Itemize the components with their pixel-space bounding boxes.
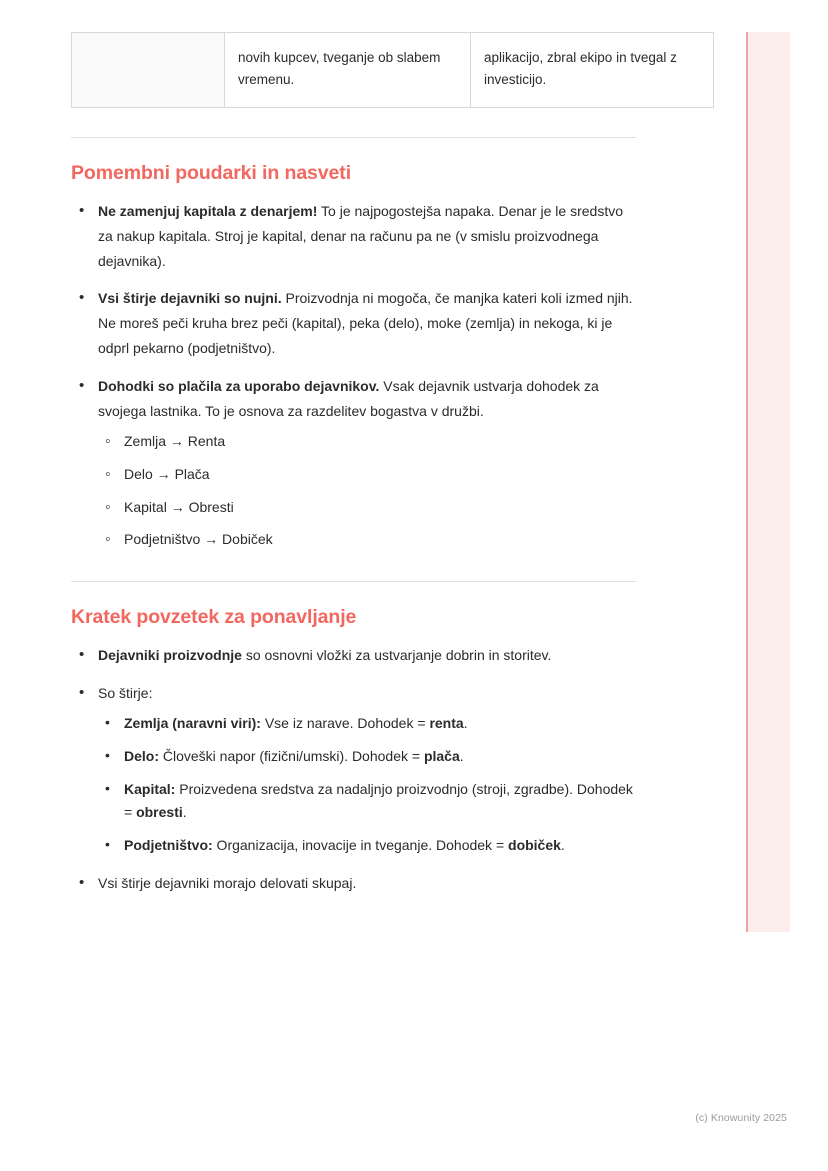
factor-name: Kapital: xyxy=(124,780,176,797)
list-item-bold: Dohodki so plačila za uporabo dejavnikov. xyxy=(98,378,380,395)
list-item xyxy=(71,199,636,274)
factor-desc: Vse iz narave. Dohodek = xyxy=(260,714,430,731)
divider-top xyxy=(71,137,636,138)
divider-middle xyxy=(71,581,636,582)
highlights-list xyxy=(71,199,636,552)
factor-desc: Človeški napor (fizični/umski). Dohodek = xyxy=(159,747,424,764)
income-mapping-list xyxy=(98,430,636,552)
factor-name: Podjetništvo: xyxy=(124,837,213,854)
factor-tail: . xyxy=(459,747,464,764)
list-item-text: To je najpogostejša napaka. Denar je le sredstvo za nakup kapitala. Stroj je kapital, denar na računu pa ne (v smislu proizvodnega dejavnika). xyxy=(98,202,624,269)
factor-tail: . xyxy=(463,714,468,731)
table-cell-empty xyxy=(72,33,225,108)
table-row xyxy=(72,33,714,108)
list-item xyxy=(98,745,636,769)
list-item-text: So štirje: xyxy=(98,685,153,702)
decorative-side-band xyxy=(746,32,790,932)
list-item: ◦ Podjetništvo → Dobiček xyxy=(98,528,636,552)
factor-income: dobiček xyxy=(508,837,561,854)
list-item-bold: Vsi štirje dejavniki so nujni. xyxy=(98,290,282,307)
section-heading-highlights: Pomembni poudarki in nasveti xyxy=(71,161,352,184)
list-item xyxy=(98,778,636,826)
factor-name: Delo: xyxy=(124,747,159,764)
list-item xyxy=(71,374,636,552)
footer-copyright: (c) Knowunity 2025 xyxy=(695,1112,787,1124)
list-item-text: Vsi štirje dejavniki morajo delovati skupaj. xyxy=(98,874,357,891)
factor-income: obresti xyxy=(136,804,183,821)
summary-list xyxy=(71,643,636,896)
list-item-text: so osnovni vložki za ustvarjanje dobrin in storitev. xyxy=(241,647,552,664)
list-item: ◦ Zemlja → Renta xyxy=(98,430,636,454)
list-item-text: Vsak dejavnik ustvarja dohodek za svojega lastnika. To je osnova za razdelitev bogastva v družbi. xyxy=(98,378,599,420)
factor-tail: . xyxy=(182,804,187,821)
section-heading-summary: Kratek povzetek za ponavljanje xyxy=(71,606,357,629)
factor-income: renta xyxy=(429,714,464,731)
list-item xyxy=(71,643,636,668)
factor-desc: Proizvedena sredstva za nadaljnjo proizvodnjo (stroji, zgradbe). Dohodek = xyxy=(124,780,633,821)
document-content xyxy=(71,32,677,909)
list-item: ◦ Kapital → Obresti xyxy=(98,496,636,520)
factor-desc: Organizacija, inovacije in tveganje. Dohodek = xyxy=(212,837,509,854)
list-item: ◦ Delo → Plača xyxy=(98,463,636,487)
table-fragment xyxy=(71,32,714,108)
table-cell-entrepreneur: aplikacijo, zbral ekipo in tvegal z investicijo. xyxy=(471,33,714,108)
factor-income: plača xyxy=(423,747,460,764)
list-item xyxy=(98,834,636,858)
list-item xyxy=(71,681,636,858)
factor-tail: . xyxy=(560,837,565,854)
list-item-bold: Dejavniki proizvodnje xyxy=(98,647,242,664)
list-item-bold: Ne zamenjuj kapitala z denarjem! xyxy=(98,202,318,219)
list-item xyxy=(71,871,636,896)
list-item-text: Proizvodnja ni mogoča, če manjka kateri koli izmed njih. Ne moreš peči kruha brez peči (kapital), peka (delo), moke (zemlja) in nekoga, ki je odprl pekarno (podjetništvo). xyxy=(98,290,633,357)
factor-name: Zemlja (naravni viri): xyxy=(124,714,261,731)
factors-summary-list xyxy=(98,712,636,858)
table-cell-risks: novih kupcev, tveganje ob slabem vremenu. xyxy=(225,33,471,108)
list-item xyxy=(98,712,636,736)
list-item xyxy=(71,286,636,361)
